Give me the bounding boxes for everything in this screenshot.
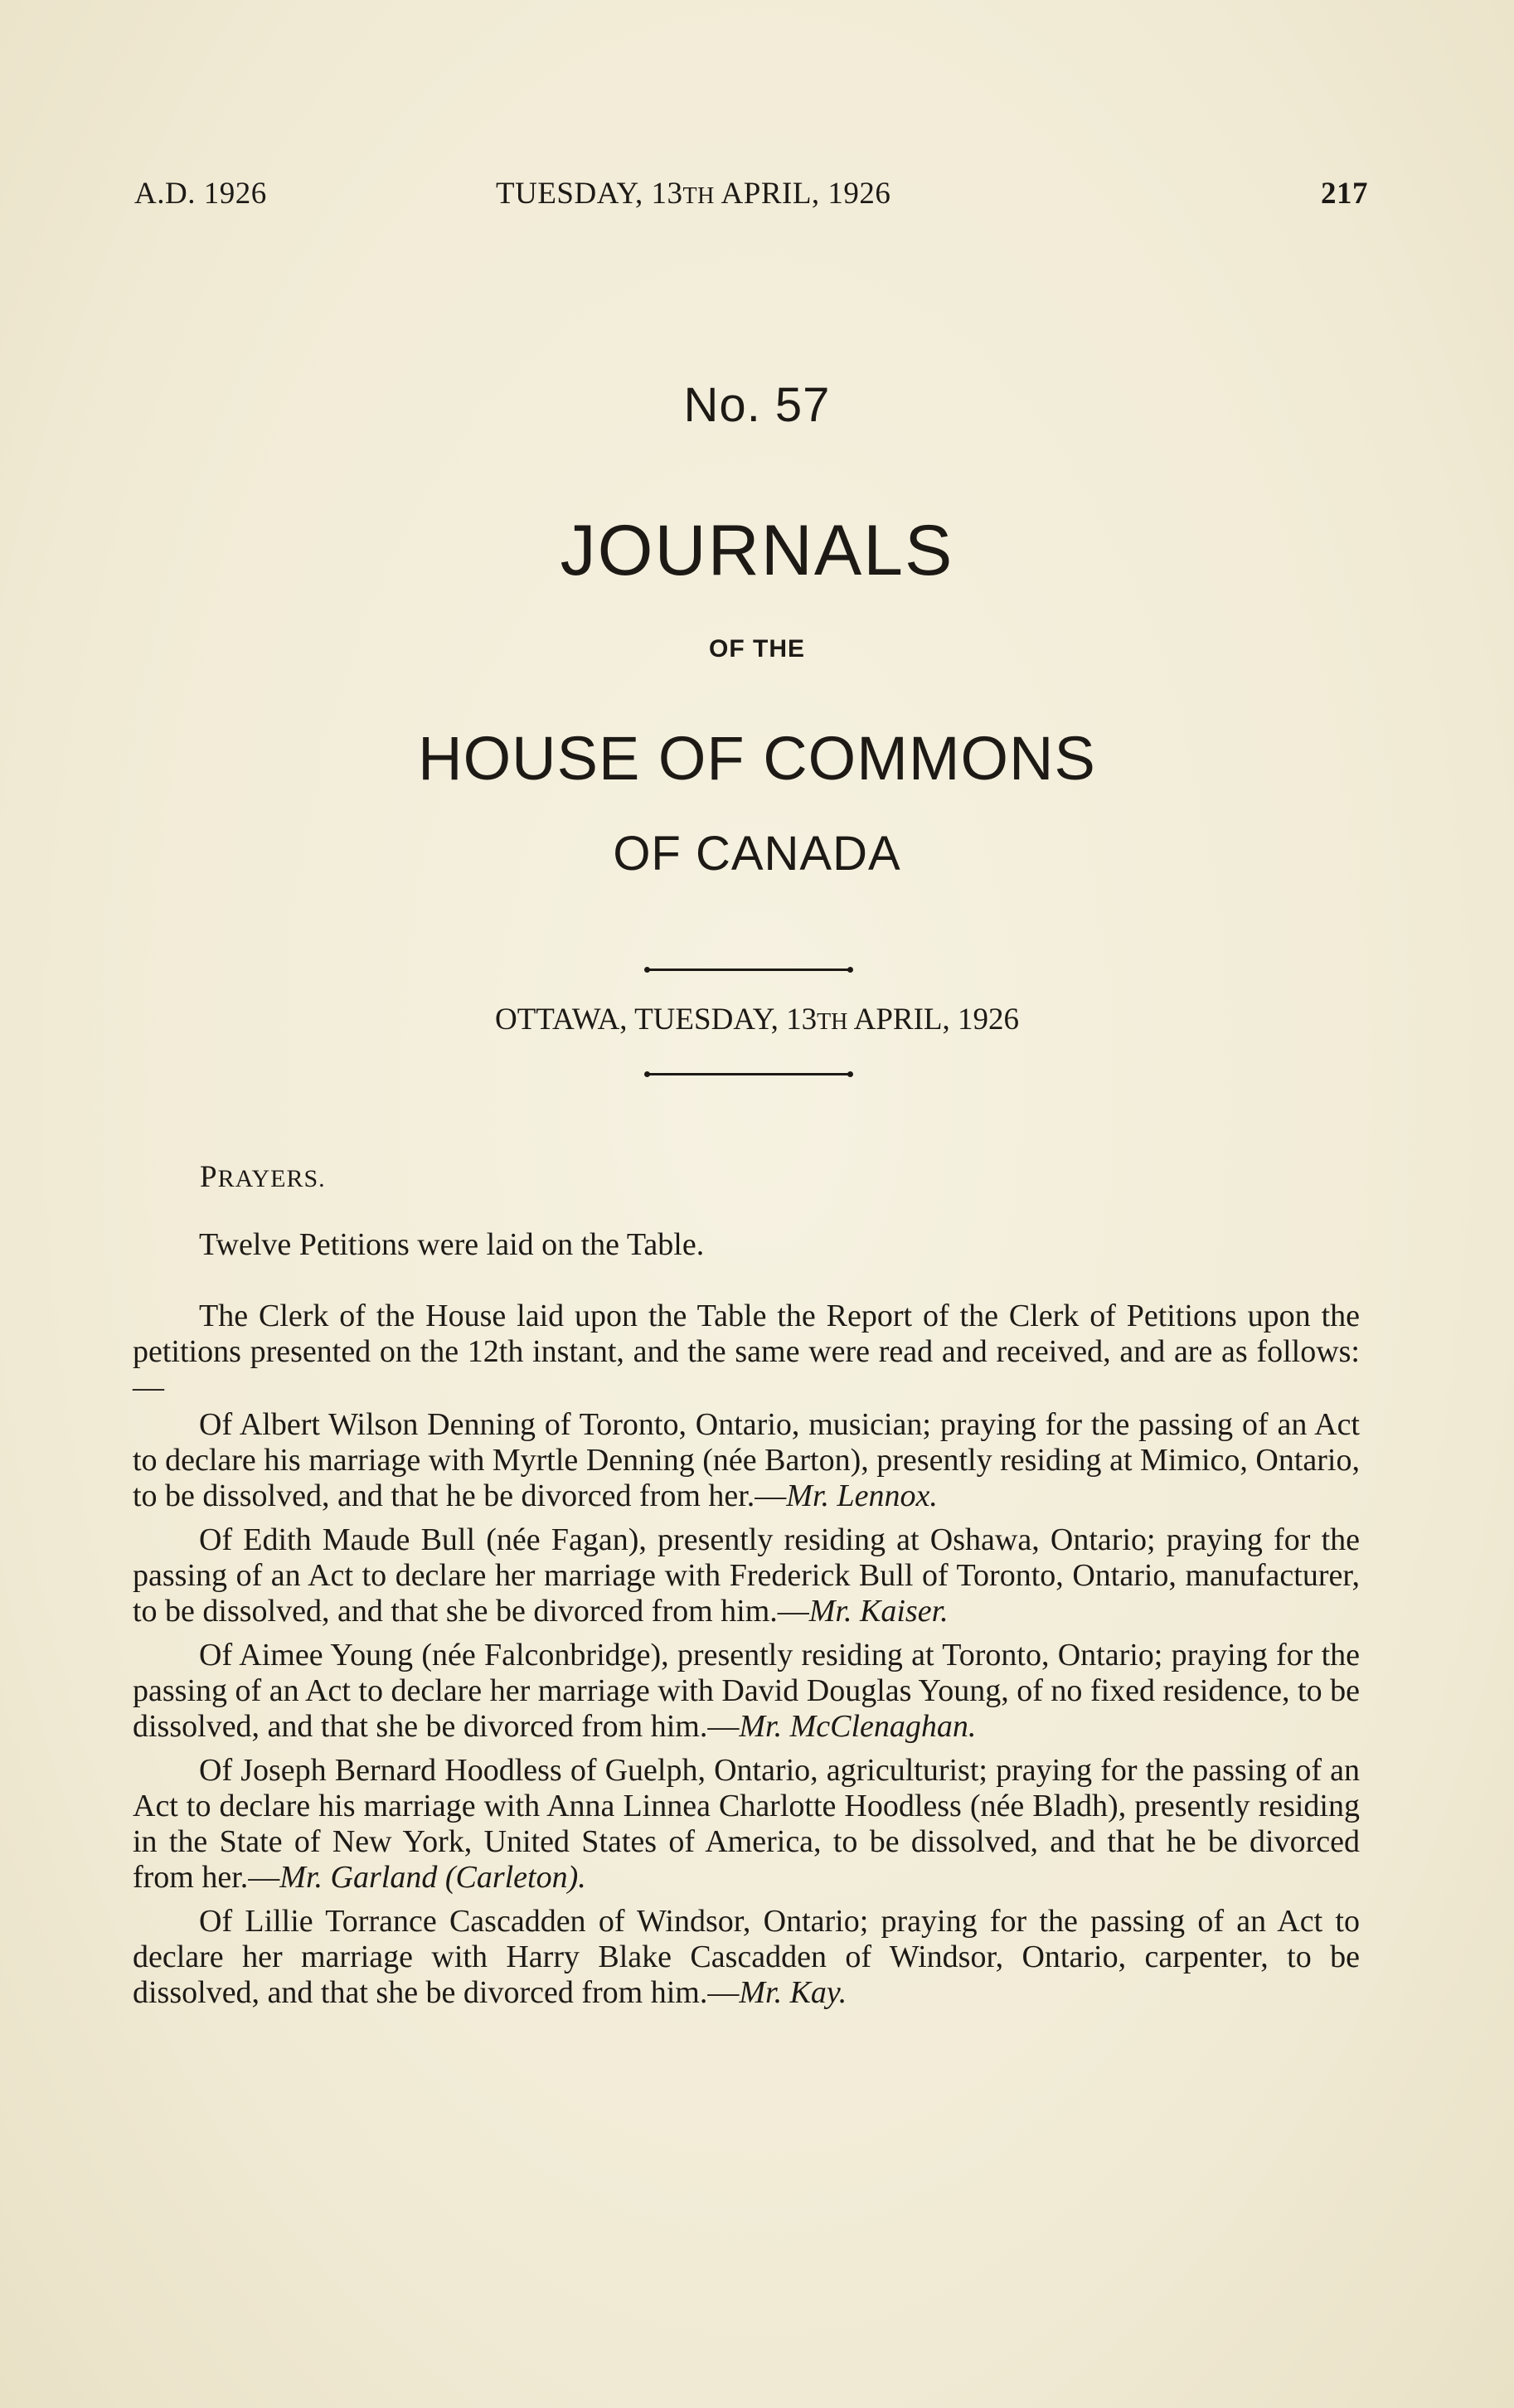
running-head-year: A.D. 1926 bbox=[134, 177, 267, 211]
petition-entry: Of Lillie Torrance Cascadden of Windsor, Ontario; praying for the passing of an Act to declare her marriage with Harry Blake Cascadden of Windsor, Ontario, carpenter, to be dissolved, and that she be divorced from him.—Mr. Kay. bbox=[133, 1904, 1360, 2010]
petition-entry: Of Aimee Young (née Falconbridge), presently residing at Toronto, Ontario; praying for the passing of an Act to declare her marriage with David Douglas Young, of no fixed residence, to be dissolved, and that she be divorced from him.—Mr. McClenaghan. bbox=[133, 1638, 1360, 1744]
house-of-commons-title: HOUSE OF COMMONS bbox=[418, 724, 1096, 793]
member-name: Mr. Garland (Carleton). bbox=[279, 1860, 586, 1895]
member-name: Mr. McClenaghan. bbox=[739, 1709, 977, 1744]
prayers-heading: PRAYERS. bbox=[200, 1160, 326, 1194]
petition-entry: Of Albert Wilson Denning of Toronto, Ontario, musician; praying for the passing of an Act to declare his marriage with Myrtle Denning (née Barton), presently residing at Mimico, Ontario, to be dissolved, and that he be divorced from her.—Mr. Lennox. bbox=[133, 1407, 1360, 1513]
running-head-date: TUESDAY, 13TH APRIL, 1926 bbox=[496, 177, 891, 211]
petition-entries bbox=[133, 1407, 1360, 2019]
running-head bbox=[134, 176, 1368, 217]
petitions-laid-paragraph: Twelve Petitions were laid on the Table. bbox=[199, 1227, 705, 1262]
member-name: Mr. Kaiser. bbox=[808, 1594, 949, 1629]
petition-entry: Of Edith Maude Bull (née Fagan), presently residing at Oshawa, Ontario; praying for the passing of an Act to declare her marriage with Frederick Bull of Toronto, Ontario, manufacturer, to be dissolved, and that she be divorced from him.—Mr. Kaiser. bbox=[133, 1522, 1360, 1629]
petition-entry: Of Joseph Bernard Hoodless of Guelph, Ontario, agriculturist; praying for the passing of an Act to declare his marriage with Anna Linnea Charlotte Hoodless (née Bladh), presently residing in the State of New York, United States of America, to be dissolved, and that he be divorced from her.—Mr. Garland (Carleton). bbox=[133, 1753, 1360, 1895]
issue-number: No. 57 bbox=[683, 378, 831, 432]
dateline: OTTAWA, TUESDAY, 13TH APRIL, 1926 bbox=[494, 1003, 1020, 1037]
page-number: 217 bbox=[1321, 177, 1368, 211]
clerk-report-paragraph: The Clerk of the House laid upon the Table the Report of the Clerk of Petitions upon the petitions presented on the 12th instant, and the same were read and received, and are as follows:— bbox=[133, 1299, 1360, 1405]
ornamental-rule-top bbox=[647, 969, 851, 971]
journals-title: JOURNALS bbox=[560, 511, 954, 590]
ornamental-rule-bottom bbox=[647, 1073, 851, 1075]
of-canada-title: OF CANADA bbox=[613, 827, 901, 881]
member-name: Mr. Lennox. bbox=[786, 1478, 938, 1513]
member-name: Mr. Kay. bbox=[739, 1975, 847, 2010]
of-the-label: OF THE bbox=[709, 635, 805, 663]
